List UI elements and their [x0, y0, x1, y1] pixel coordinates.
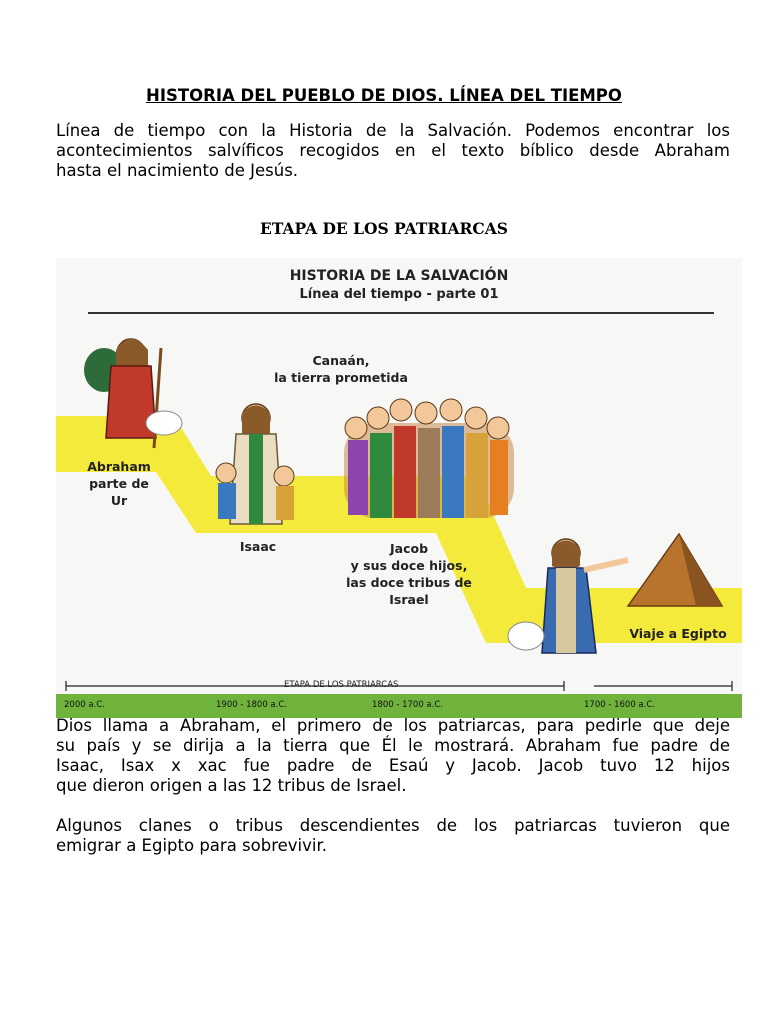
paragraph-abraham — [56, 716, 730, 796]
text-line: acontecimientos salvíficos recogidos en el texto bíblico desde Abraham — [56, 141, 730, 160]
isaac-figure — [216, 404, 294, 524]
text-line: hasta el nacimiento de Jesús. — [56, 161, 299, 180]
document-title: HISTORIA DEL PUEBLO DE DIOS. LÍNEA DEL TIEMPO — [146, 86, 622, 105]
jacob-group — [344, 399, 514, 518]
isaac-label: Isaac — [239, 539, 277, 554]
section-heading: ETAPA DE LOS PATRIARCAS — [260, 219, 508, 238]
jacob-label: Jacob y sus doce hijos, las doce tribus de Israel — [346, 541, 472, 607]
text-line: Algunos clanes o tribus descendientes de los patriarcas tuvieron que — [56, 816, 730, 835]
timeline-figure — [56, 258, 742, 718]
era-label: 2000 a.C. — [64, 700, 105, 710]
text-line: Dios llama a Abraham, el primero de los patriarcas, para pedirle que deje — [56, 716, 730, 735]
egipto-label: Viaje a Egipto — [629, 626, 727, 641]
era-label: 1800 - 1700 a.C. — [372, 700, 443, 710]
pyramid-figure — [628, 534, 722, 606]
figure-title: HISTORIA DE LA SALVACIÓN — [289, 268, 509, 284]
text-line: que dieron origen a las 12 tribus de Israel. — [56, 776, 407, 795]
text-line: Isaac, Isax x xac fue padre de Esaú y Jacob. Jacob tuvo 12 hijos — [56, 756, 730, 775]
era-label: 1900 - 1800 a.C. — [216, 700, 287, 710]
paragraph-egypt — [56, 816, 730, 856]
etapa-label: ETAPA DE LOS PATRIARCAS — [284, 680, 399, 690]
text-line: emigrar a Egipto para sobrevivir. — [56, 836, 328, 855]
canaan-label: Canaán, la tierra prometida — [274, 353, 408, 385]
text-line: Línea de tiempo con la Historia de la Salvación. Podemos encontrar los — [56, 121, 730, 140]
abraham-label: Abraham parte de Ur — [87, 459, 151, 508]
text-line: su país y se dirija a la tierra que Él le mostrará. Abraham fue padre de — [56, 736, 730, 755]
era-label: 1700 - 1600 a.C. — [584, 700, 655, 710]
intro-paragraph — [56, 121, 730, 181]
figure-subtitle: Línea del tiempo - parte 01 — [299, 287, 499, 302]
